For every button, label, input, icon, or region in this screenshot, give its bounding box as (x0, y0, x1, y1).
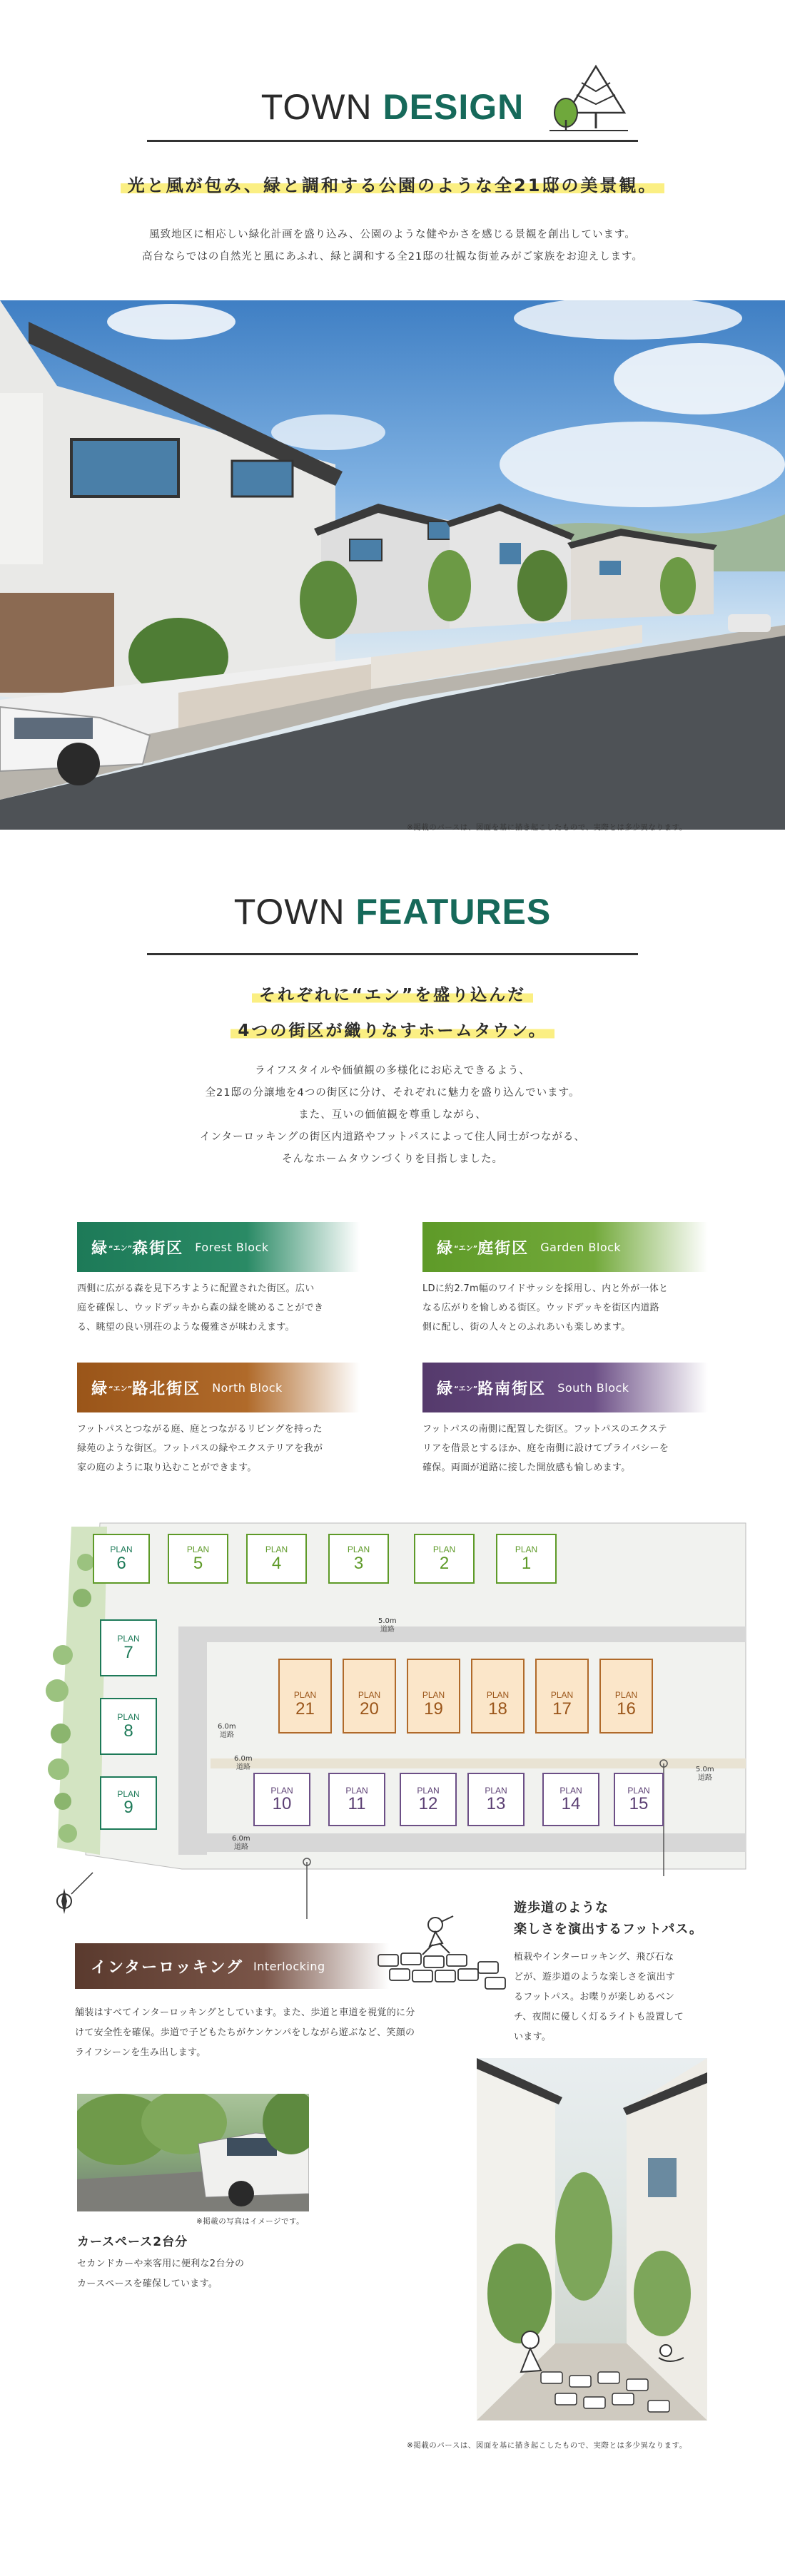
plan-lot: PLAN 8 (100, 1698, 157, 1755)
plan-lot: PLAN 7 (100, 1619, 157, 1676)
perspective-note-bottom: ※掲載のパースは、図面を基に描き起こしたもので、実際とは多少異なります。 (407, 2441, 687, 2450)
footpath-text: 植栽やインターロッキング、飛び石な どが、遊歩道のような楽しさを演出す るフットパス。お喋りが楽しめるベン チ、夜間に優しく灯るライトも設置して います。 (514, 1952, 684, 2042)
footpath-heading: 遊歩道のような 楽しさを演出するフットパス。 (514, 1900, 703, 1937)
north-block-heading: 緑 “エン” 路北街区 North Block (77, 1363, 360, 1412)
plan-lot: PLAN 9 (100, 1776, 157, 1830)
plan-lot: PLAN 4 (246, 1534, 307, 1584)
road-label: 6.0m 道路 (234, 1755, 253, 1771)
town-perspective-image (0, 300, 785, 830)
plan-lot: PLAN 5 (168, 1534, 228, 1584)
plan-lot: PLAN 21 (278, 1659, 332, 1734)
town-features-lead: ライフスタイルや価値観の多様化にお応えできるよう、 全21邸の分譲地を4つの街区に分け、それぞれに魅力を盛り込んでいます。 また、互いの価値観を尊重しながら、 インターロッキングの街区内道路やフットパスによって住人同士がつながる、 そんなホームタウンづくりを目指しました。 (200, 1065, 585, 1165)
plan-lot: PLAN 19 (407, 1659, 460, 1734)
section-divider (147, 140, 638, 142)
garden-block-text: LDに約2.7m幅のワイドサッシを採用し、内と外が一体と なる広がりを愉しめる街区。ウッドデッキを街区内道路 側に配し、街の人々とのふれあいも楽しめます。 (422, 1283, 669, 1333)
carspace-text: セカンドカーや来客用に便利な2台分の カースペースを確保しています。 (77, 2259, 245, 2289)
section-divider (147, 953, 638, 955)
plan-lot: PLAN 1 (496, 1534, 557, 1584)
plan-lot: PLAN 18 (471, 1659, 525, 1734)
title-word-town: TOWN (260, 87, 373, 127)
plan-lot: PLAN 12 (400, 1773, 457, 1826)
tree-illustration-icon (542, 63, 635, 134)
forest-block-text: 西側に広がる森を見下ろすように配置された街区。広い 庭を確保し、ウッドデッキから森の緑を眺めることができ る、眺望の良い別荘のような優雅さが味わえます。 (77, 1283, 324, 1333)
garden-block-heading: 緑 “エン” 庭街区 Garden Block (422, 1222, 708, 1272)
plan-lot: PLAN 16 (599, 1659, 653, 1734)
plan-lot: PLAN 13 (467, 1773, 525, 1826)
title-word-features: FEATURES (355, 892, 552, 932)
car-space-photo (77, 2094, 309, 2211)
forest-block-heading: 緑 “エン” 森街区 Forest Block (77, 1222, 360, 1272)
plan-lot: PLAN 6 (93, 1534, 150, 1584)
plan-lot: PLAN 3 (328, 1534, 389, 1584)
plan-lot: PLAN 20 (343, 1659, 396, 1734)
perspective-note: ※掲載のパースは、図面を基に描き起こしたもので、実際とは多少異なります。 (407, 823, 687, 832)
photo-note: ※掲載の写真はイメージです。 (196, 2217, 305, 2226)
plan-lot: PLAN 2 (414, 1534, 475, 1584)
road-label: 6.0m 道路 (232, 1835, 250, 1851)
interlocking-text: 舗装はすべてインターロッキングとしています。また、歩道と車道を視覚的に分 けて安全性を確保。歩道で子どもたちがケンケンパをしながら遊ぶなど、笑顔の ライフシーンを生み出します。 (75, 2007, 415, 2058)
road-label: 5.0m 道路 (378, 1617, 397, 1634)
south-block-text: フットパスの南側に配置した街区。フットパスのエクステ リアを借景とするほか、庭を南側に設けてプライバシーを 確保。両面が道路に接した開放感も愉しめます。 (422, 1424, 669, 1473)
carspace-heading: カースペース2台分 (77, 2235, 188, 2249)
town-design-title (0, 89, 785, 125)
town-features-catch: それぞれに“エン”を盛り込んだ 4つの街区が織りなすホームタウン。 (0, 977, 785, 1049)
town-features-title (0, 894, 785, 930)
plan-lot: PLAN 17 (535, 1659, 589, 1734)
footpath-perspective-image (477, 2058, 707, 2420)
south-block-heading: 緑 “エン” 路南街区 South Block (422, 1363, 708, 1412)
title-word-design: DESIGN (383, 87, 525, 127)
road-label: 5.0m 道路 (696, 1766, 714, 1782)
plan-lot: PLAN 10 (253, 1773, 310, 1826)
plan-lot: PLAN 14 (542, 1773, 599, 1826)
town-design-catch: 光と風が包み、緑と調和する公園のような全21邸の美景観。 (0, 171, 785, 196)
title-word-town: TOWN (233, 892, 345, 932)
plan-lot: PLAN 11 (328, 1773, 385, 1826)
interlocking-heading: インターロッキング Interlocking (75, 1943, 389, 1989)
road-label: 6.0m 道路 (218, 1723, 236, 1739)
plan-lot: PLAN 15 (614, 1773, 664, 1826)
north-block-text: フットパスとつながる庭、庭とつながるリビングを持った 緑苑のような街区。フットパスの緑やエクステリアを我が 家の庭のように取り込むことができます。 (77, 1424, 323, 1473)
site-plan-map (43, 1519, 749, 1919)
town-design-lead: 風致地区に相応しい緑化計画を盛り込み、公園のような健やかさを感じる景観を創出しています。 高台ならではの自然光と風にあふれ、緑と調和する全21邸の壮観な街並みがご家族をお迎えします。 (141, 229, 643, 263)
